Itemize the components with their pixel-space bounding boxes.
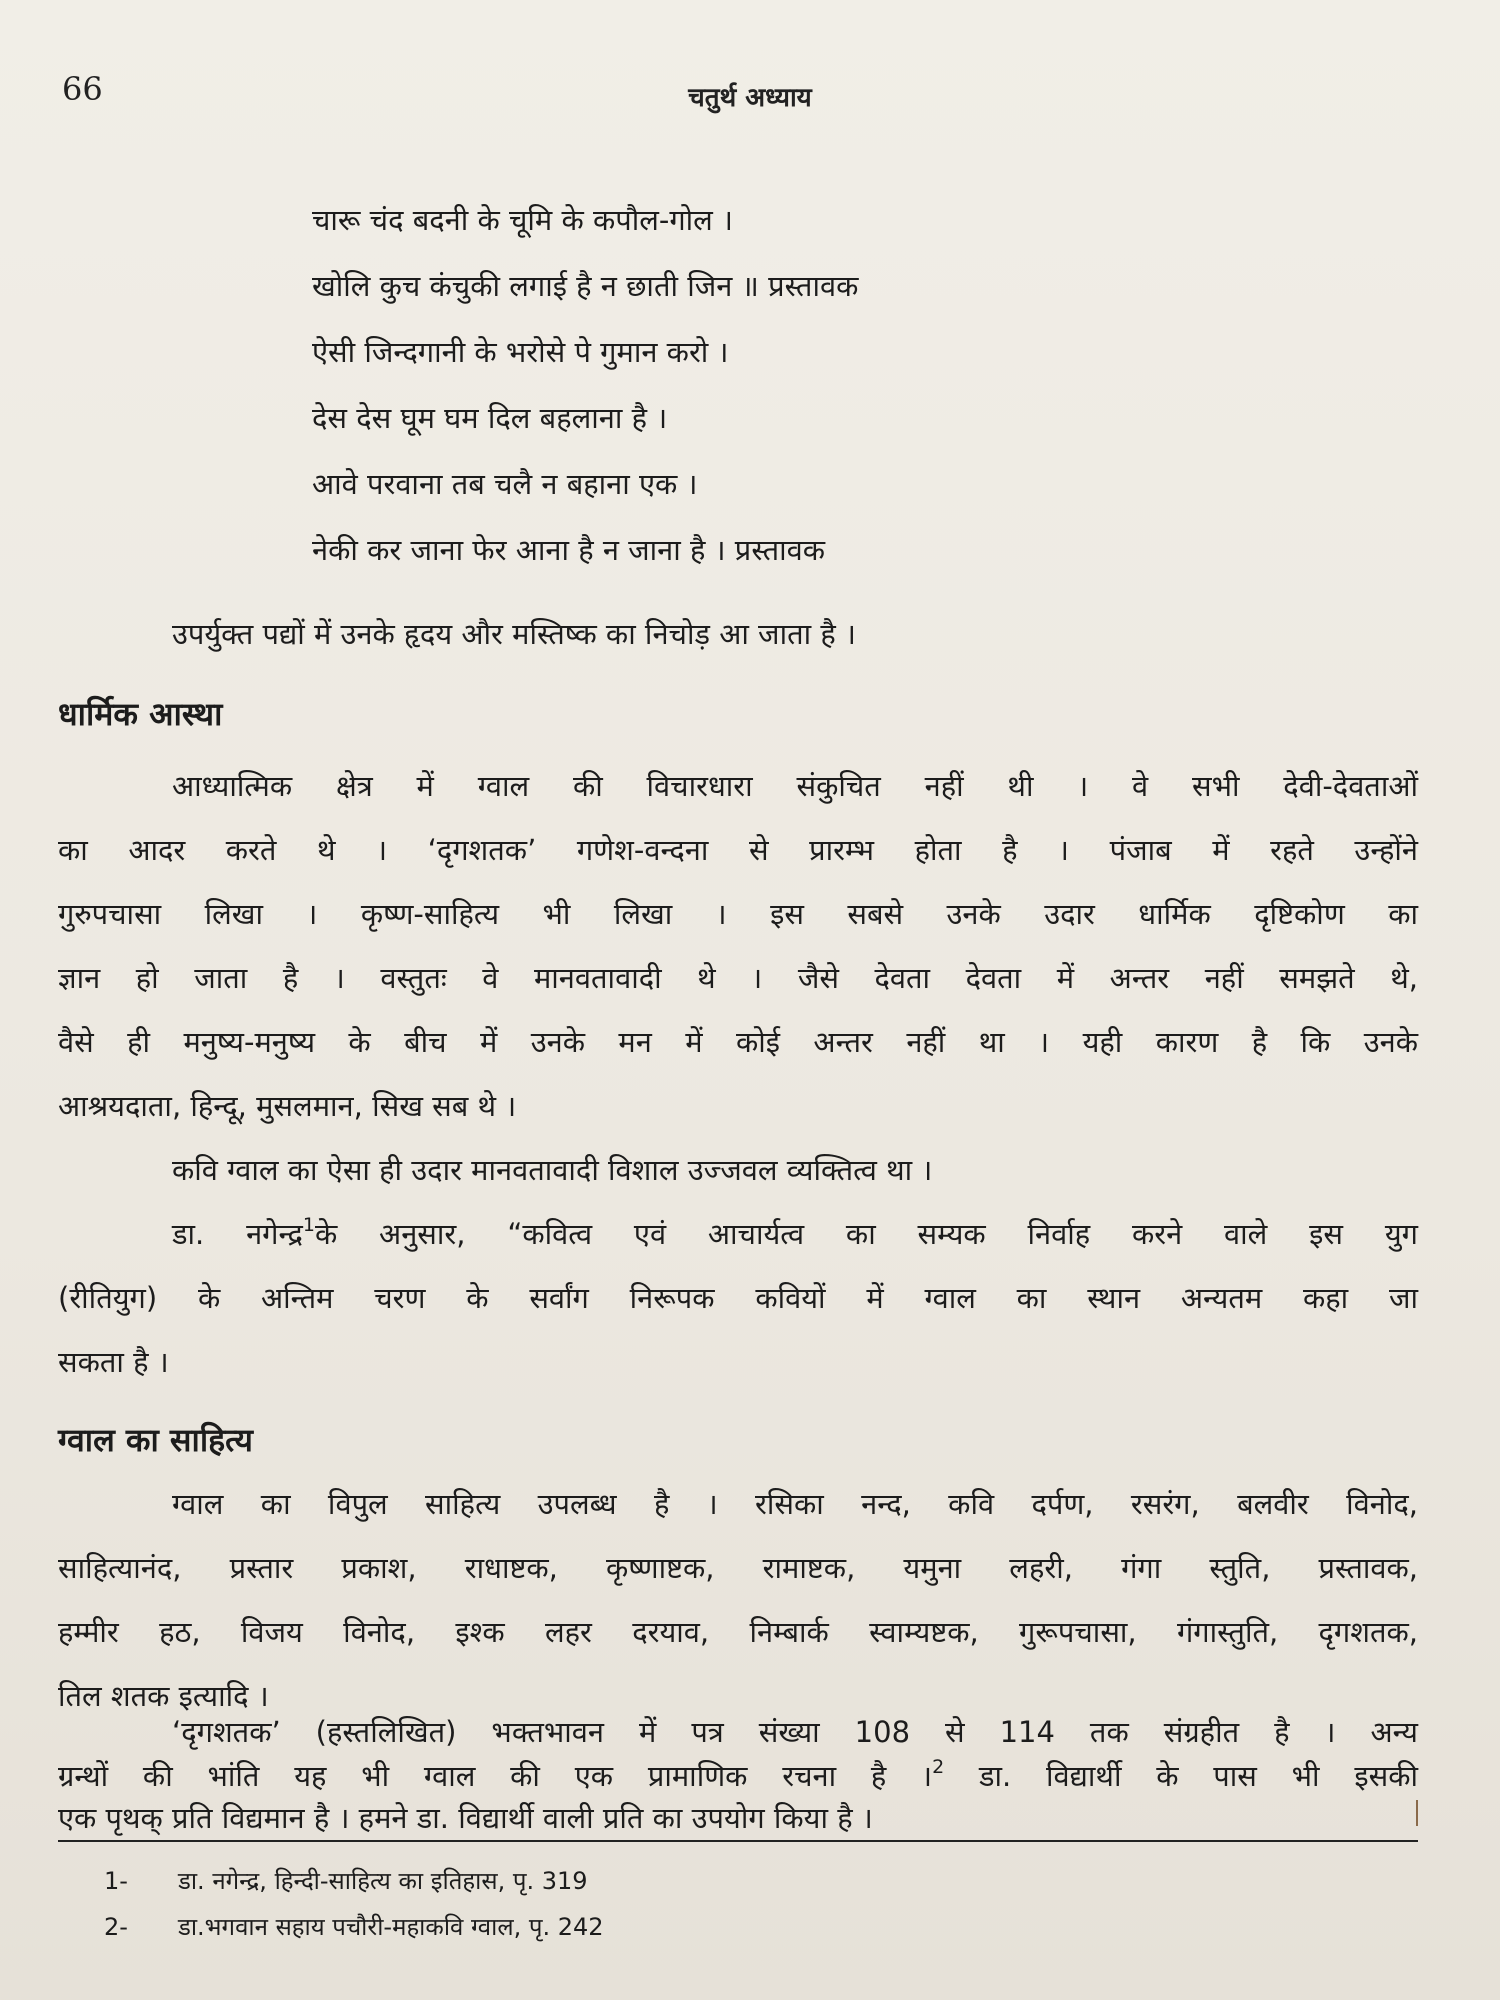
- paragraph-line: साहित्यानंद, प्रस्तार प्रकाश, राधाष्टक, कृष्णाष्टक, रामाष्टक, यमुना लहरी, गंगा स्तुति, प्रस्तावक,: [58, 1551, 1418, 1585]
- running-title: चतुर्थ अध्याय: [688, 83, 812, 113]
- poem-line: नेकी कर जाना फेर आना है न जाना है । प्रस्तावक: [312, 533, 826, 567]
- paragraph-line: ज्ञान हो जाता है । वस्तुतः वे मानवतावादी थे । जैसे देवता देवता में अन्तर नहीं समझते थे,: [58, 961, 1418, 995]
- paragraph-line: आध्यात्मिक क्षेत्र में ग्वाल की विचारधारा संकुचित नहीं थी । वे सभी देवी-देवताओं: [172, 769, 1418, 803]
- footnote-number: 1-: [104, 1867, 128, 1895]
- poem-line: आवे परवाना तब चलै न बहाना एक ।: [312, 467, 698, 501]
- footnote-ref-1: 1: [302, 1214, 315, 1236]
- quote-text: के अनुसार, “कवित्व एवं आचार्यत्व का सम्यक निर्वाह करने वाले इस युग: [314, 1217, 1418, 1251]
- margin-pencil-mark: [1416, 1800, 1418, 1826]
- poem-line: खोलि कुच कंचुकी लगाई है न छाती जिन ॥ प्रस्तावक: [312, 269, 859, 303]
- paragraph-line: [58, 1754, 1418, 1798]
- paragraph-line: तिल शतक इत्यादि ।: [58, 1679, 269, 1713]
- text-span: डा. विद्यार्थी के पास भी इसकी: [944, 1759, 1418, 1793]
- text-span: ग्रन्थों की भांति यह भी ग्वाल की एक प्रामाणिक रचना है ।: [58, 1759, 933, 1793]
- paragraph-line: एक पृथक् प्रति विद्यमान है । हमने डा. विद्यार्थी वाली प्रति का उपयोग किया है ।: [58, 1801, 873, 1835]
- paragraph-line: का आदर करते थे । ‘दृगशतक’ गणेश-वन्दना से प्रारम्भ होता है । पंजाब में रहते उन्होंने: [58, 833, 1418, 867]
- paragraph-line: कवि ग्वाल का ऐसा ही उदार मानवतावादी विशाल उज्जवल व्यक्तित्व था ।: [172, 1153, 933, 1187]
- author-name: डा. नगेन्द्र: [172, 1217, 303, 1251]
- footnote-text: डा. नगेन्द्र, हिन्दी-साहित्य का इतिहास, पृ. 319: [178, 1867, 588, 1895]
- paragraph-line: आश्रयदाता, हिन्दू, मुसलमान, सिख सब थे ।: [58, 1089, 517, 1123]
- paragraph-line: हम्मीर हठ, विजय विनोद, इश्क लहर दरयाव, निम्बार्क स्वाम्यष्टक, गुरूपचासा, गंगास्तुति, दृगशतक,: [58, 1615, 1418, 1649]
- page-number: 66: [62, 70, 103, 108]
- footnote-ref-2: 2: [932, 1756, 945, 1778]
- paragraph-line: वैसे ही मनुष्य-मनुष्य के बीच में उनके मन में कोई अन्तर नहीं था । यही कारण है कि उनके: [58, 1025, 1418, 1059]
- paragraph-line: सकता है ।: [58, 1345, 169, 1379]
- poem-conclusion: उपर्युक्त पद्यों में उनके हृदय और मस्तिष्क का निचोड़ आ जाता है ।: [172, 617, 856, 651]
- paragraph-line: ग्वाल का विपुल साहित्य उपलब्ध है । रसिका नन्द, कवि दर्पण, रसरंग, बलवीर विनोद,: [172, 1487, 1418, 1521]
- footnote-text: डा.भगवान सहाय पचौरी-महाकवि ग्वाल, पृ. 242: [178, 1913, 604, 1941]
- section-heading-gwal-ka-sahitya: ग्वाल का साहित्य: [58, 1421, 253, 1459]
- poem-line: देस देस घूम घम दिल बहलाना है ।: [312, 401, 668, 435]
- poem-line: ऐसी जिन्दगानी के भरोसे पे गुमान करो ।: [312, 335, 729, 369]
- poem-line: चारू चंद बदनी के चूमि के कपौल-गोल ।: [312, 203, 734, 237]
- footnote-number: 2-: [104, 1913, 128, 1941]
- paragraph-line: [172, 1212, 1418, 1256]
- paragraph-line: गुरुपचासा लिखा । कृष्ण-साहित्य भी लिखा । इस सबसे उनके उदार धार्मिक दृष्टिकोण का: [58, 897, 1418, 931]
- paragraph-line: (रीतियुग) के अन्तिम चरण के सर्वांग निरूपक कवियों में ग्वाल का स्थान अन्यतम कहा जा: [58, 1281, 1418, 1315]
- paragraph-line: ‘दृगशतक’ (हस्तलिखित) भक्तभावन में पत्र संख्या 108 से 114 तक संग्रहीत है । अन्य: [172, 1715, 1418, 1749]
- section-heading-dharmik-astha: धार्मिक आस्था: [58, 695, 223, 733]
- footnote-divider: [58, 1840, 1418, 1842]
